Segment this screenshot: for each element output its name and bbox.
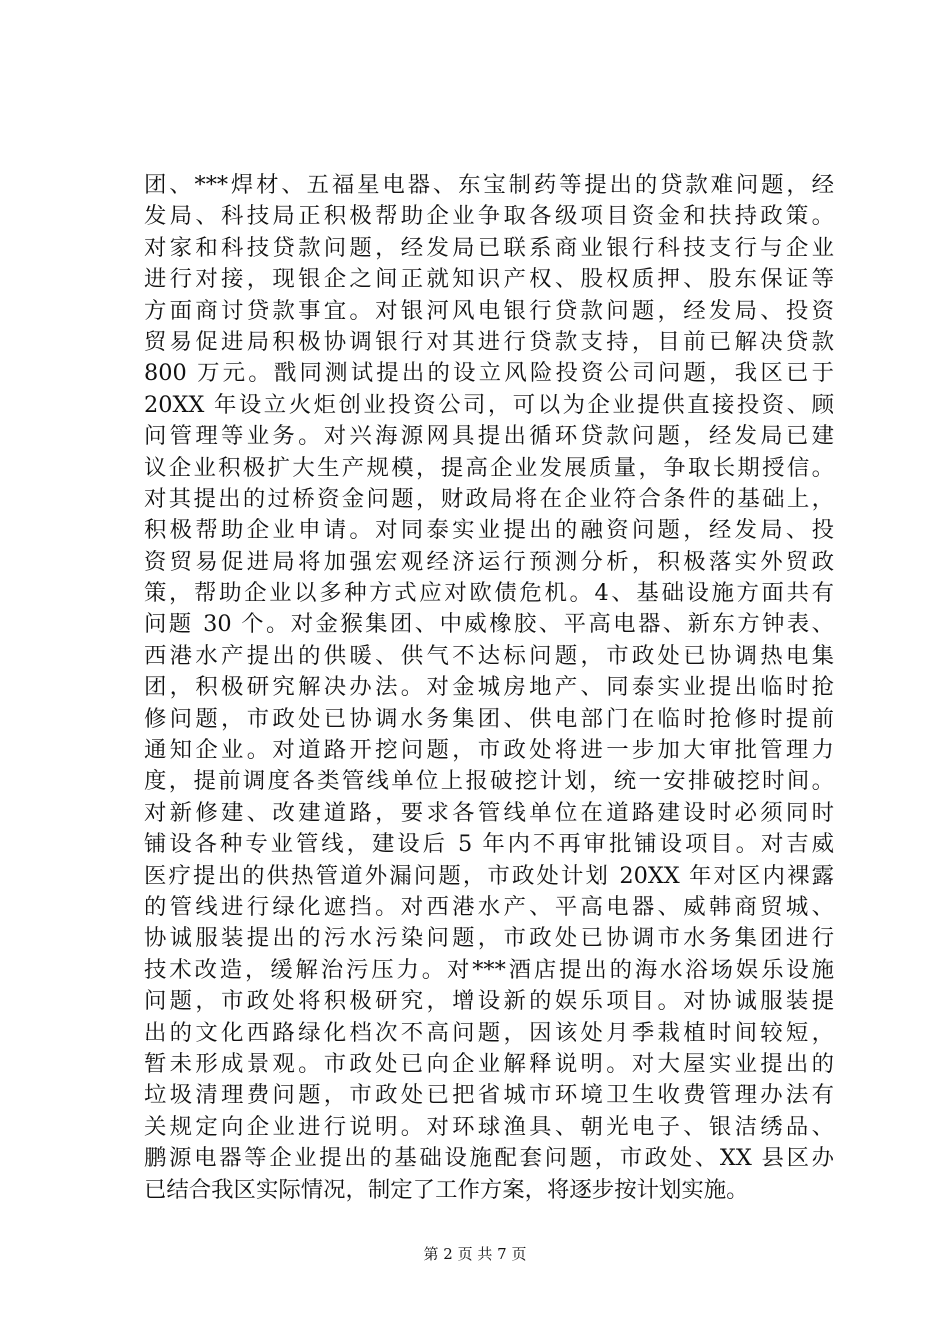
text-line: 方面商讨贷款事宜。对银河风电银行贷款问题，经发局、投资 (144, 297, 834, 324)
text-line: 发局、科技局正积极帮助企业争取各级项目资金和扶持政策。 (144, 203, 834, 230)
text-line: 积极帮助企业申请。对同泰实业提出的融资问题，经发局、投 (144, 517, 834, 544)
text-line: 问题，市政处将积极研究，增设新的娱乐项目。对协诚服装提 (144, 988, 834, 1015)
text-line: 资贸易促进局将加强宏观经济运行预测分析，积极落实外贸政 (144, 548, 834, 575)
text-line: 通知企业。对道路开挖问题，市政处将进一步加大审批管理力 (144, 737, 834, 764)
text-line: 垃圾清理费问题，市政处已把省城市环境卫生收费管理办法有 (144, 1082, 834, 1109)
page-number-footer: 第 2 页 共 7 页 (423, 1245, 527, 1263)
text-line: 团，积极研究解决办法。对金城房地产、同泰实业提出临时抢 (144, 674, 834, 701)
text-line: 技术改造，缓解治污压力。对***酒店提出的海水浴场娱乐设施 (144, 956, 834, 983)
text-line: 20XX 年设立火炬创业投资公司，可以为企业提供直接投资、顾 (144, 391, 834, 418)
text-line: 度，提前调度各类管线单位上报破挖计划，统一安排破挖时间。 (144, 768, 834, 795)
text-line: 策，帮助企业以多种方式应对欧债危机。4、基础设施方面共有 (144, 580, 834, 607)
text-line: 贸易促进局积极协调银行对其进行贷款支持，目前已解决贷款 (144, 328, 834, 355)
body-text (144, 170, 834, 1206)
text-line: 出的文化西路绿化档次不高问题，因该处月季栽植时间较短， (144, 1019, 834, 1046)
text-line: 问管理等业务。对兴海源网具提出循环贷款问题，经发局已建 (144, 423, 834, 450)
text-line: 对其提出的过桥资金问题，财政局将在企业符合条件的基础上， (144, 485, 834, 512)
text-line: 进行对接，现银企之间正就知识产权、股权质押、股东保证等 (144, 266, 834, 293)
text-line: 铺设各种专业管线，建设后 5 年内不再审批铺设项目。对吉威 (144, 831, 834, 858)
text-line: 问题 30 个。对金猴集团、中威橡胶、平高电器、新东方钟表、 (144, 611, 834, 638)
text-line: 的管线进行绿化遮挡。对西港水产、平高电器、威韩商贸城、 (144, 893, 834, 920)
text-line: 协诚服装提出的污水污染问题，市政处已协调市水务集团进行 (144, 925, 834, 952)
text-line: 团、***焊材、五福星电器、东宝制药等提出的贷款难问题，经 (144, 172, 834, 198)
text-line: 暂未形成景观。市政处已向企业解释说明。对大屋实业提出的 (144, 1050, 834, 1077)
text-line: 800 万元。戬同测试提出的设立风险投资公司问题，我区已于 (144, 360, 834, 387)
text-line: 对新修建、改建道路，要求各管线单位在道路建设时必须同时 (144, 799, 834, 826)
text-line: 修问题，市政处已协调水务集团、供电部门在临时抢修时提前 (144, 705, 834, 732)
text-line: 医疗提出的供热管道外漏问题，市政处计划 20XX 年对区内裸露 (144, 862, 834, 889)
text-line: 鹏源电器等企业提出的基础设施配套问题，市政处、XX 县区办 (144, 1145, 834, 1172)
text-line: 议企业积极扩大生产规模，提高企业发展质量，争取长期授信。 (144, 454, 834, 481)
text-line: 西港水产提出的供暖、供气不达标问题，市政处已协调热电集 (144, 642, 834, 669)
text-line: 关规定向企业进行说明。对环球渔具、朝光电子、银洁绣品、 (144, 1113, 834, 1140)
text-line: 已结合我区实际情况，制定了工作方案，将逐步按计划实施。 (144, 1176, 749, 1203)
text-line: 对家和科技贷款问题，经发局已联系商业银行科技支行与企业 (144, 234, 834, 261)
